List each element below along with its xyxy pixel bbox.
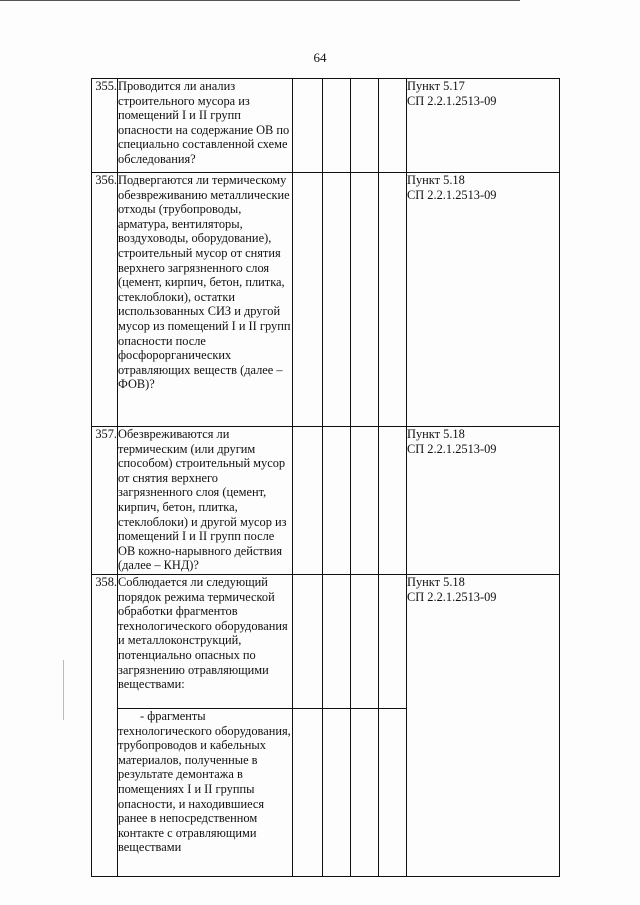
table-row	[92, 173, 560, 427]
table-row	[92, 427, 560, 575]
question-text: Соблюдается ли следующий порядок режима термической обработки фрагментов технологического оборудования и металлоконструкций, потенциально опасных по загрязнению отравляющими веществами:	[118, 575, 293, 709]
answer-cell-na[interactable]	[351, 79, 379, 173]
question-text: Обезвреживаются ли термическим (или другим способом) строительный мусор от снятия верхнего загрязненного слоя (цемент, кирпич, бетон, плитка, стеклоблоки) и другой мусор из помещений I и II групп после ОВ кожно-нарывного действия (далее – КНД)?	[118, 427, 293, 575]
requirement-reference	[407, 575, 560, 877]
answer-cell-no[interactable]	[323, 427, 351, 575]
row-number: 356.	[92, 173, 118, 427]
requirement-reference	[407, 173, 560, 427]
reference-point: Пункт 5.17	[407, 79, 465, 93]
answer-cell-na[interactable]	[351, 575, 379, 709]
requirement-reference	[407, 79, 560, 173]
scan-margin-mark	[63, 660, 64, 720]
question-text: Проводится ли анализ строительного мусора из помещений I и II групп опасности на содержание ОВ по специально составленной схеме обследования?	[118, 79, 293, 173]
answer-cell-yes[interactable]	[293, 173, 323, 427]
answer-cell-note[interactable]	[379, 79, 407, 173]
answer-cell-note[interactable]	[379, 709, 407, 877]
reference-document: СП 2.2.1.2513-09	[407, 187, 497, 202]
answer-cell-no[interactable]	[323, 173, 351, 427]
reference-document: СП 2.2.1.2513-09	[407, 589, 497, 604]
question-text: Подвергаются ли термическому обезвреживанию металлические отходы (трубопроводы, арматура, вентиляторы, воздуховоды, оборудование), строительный мусор от снятия верхнего загрязненного слоя (цемент, кирпич, бетон, плитка, стеклоблоки), остатки использованных СИЗ и другой мусор из помещений I и II групп опасности после фосфорорганических отравляющих веществ (далее – ФОВ)?	[118, 173, 293, 427]
reference-point: Пункт 5.18	[407, 427, 465, 441]
answer-cell-note[interactable]	[379, 427, 407, 575]
requirement-reference	[407, 427, 560, 575]
reference-point: Пункт 5.18	[407, 575, 465, 589]
row-number: 358.	[92, 575, 118, 877]
answer-cell-yes[interactable]	[293, 709, 323, 877]
reference-document: СП 2.2.1.2513-09	[407, 93, 497, 108]
answer-cell-note[interactable]	[379, 575, 407, 709]
answer-cell-na[interactable]	[351, 173, 379, 427]
answer-cell-na[interactable]	[351, 709, 379, 877]
sub-question-content: - фрагменты технологического оборудования, трубопроводов и кабельных материалов, полученные в результате демонтажа в помещениях I и II группы опасности, и находившиеся ранее в непосредственном контакте с отравляющими веществами	[118, 709, 291, 855]
answer-cell-yes[interactable]	[293, 575, 323, 709]
reference-document: СП 2.2.1.2513-09	[407, 441, 497, 456]
table-row	[92, 79, 560, 173]
answer-cell-no[interactable]	[323, 79, 351, 173]
answer-cell-yes[interactable]	[293, 79, 323, 173]
scan-edge-line	[0, 0, 520, 1]
checklist-table	[91, 78, 560, 877]
page-number: 64	[313, 50, 327, 65]
row-number: 355.	[92, 79, 118, 173]
answer-cell-na[interactable]	[351, 427, 379, 575]
answer-cell-note[interactable]	[379, 173, 407, 427]
answer-cell-yes[interactable]	[293, 427, 323, 575]
answer-cell-no[interactable]	[323, 575, 351, 709]
answer-cell-no[interactable]	[323, 709, 351, 877]
row-number: 357.	[92, 427, 118, 575]
sub-question-text	[118, 709, 293, 877]
reference-point: Пункт 5.18	[407, 173, 465, 187]
table-row	[92, 575, 560, 709]
